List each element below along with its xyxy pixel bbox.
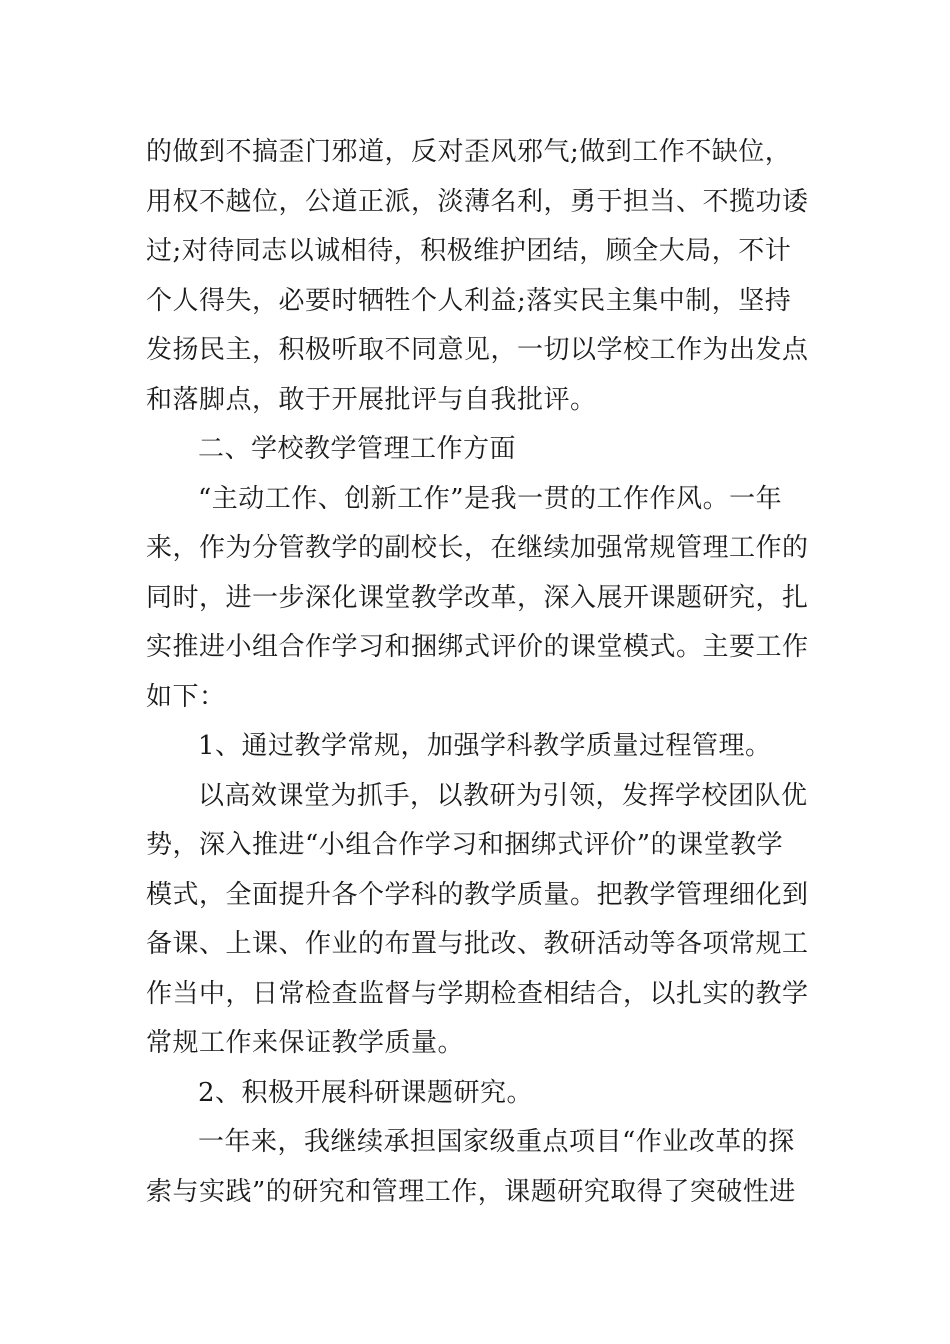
text-line: 索与实践”的研究和管理工作，课题研究取得了突破性进 bbox=[146, 1176, 796, 1207]
text-line: 模式，全面提升各个学科的教学质量。把教学管理细化到 bbox=[146, 879, 809, 910]
text-line: “主动工作、创新工作”是我一贯的工作作风。一年 bbox=[198, 483, 783, 514]
text-line: 以高效课堂为抓手，以教研为引领，发挥学校团队优 bbox=[198, 780, 808, 811]
document-page bbox=[146, 128, 809, 1217]
subsection-heading: 1、通过教学常规，加强学科教学质量过程管理。 bbox=[198, 731, 772, 761]
text-line: 过;对待同志以诚相待，积极维护团结，顾全大局，不计 bbox=[146, 236, 792, 266]
text-line: 势，深入推进“小组合作学习和捆绑式评价”的课堂教学 bbox=[146, 830, 784, 860]
text-line: 同时，进一步深化课堂教学改革，深入展开课题研究，扎 bbox=[146, 582, 809, 613]
section-heading: 二、学校教学管理工作方面 bbox=[198, 434, 517, 464]
text-line: 常规工作来保证教学质量。 bbox=[146, 1028, 465, 1058]
text-line: 一年来，我继续承担国家级重点项目“作业改革的探 bbox=[198, 1127, 795, 1157]
text-line: 的做到不搞歪门邪道，反对歪风邪气;做到工作不缺位， bbox=[146, 137, 792, 167]
text-line: 和落脚点，敢于开展批评与自我批评。 bbox=[146, 384, 597, 415]
text-line: 来，作为分管教学的副校长，在继续加强常规管理工作的 bbox=[146, 533, 809, 563]
text-line: 用权不越位，公道正派，淡薄名利，勇于担当、不揽功诿 bbox=[146, 186, 809, 217]
text-line: 发扬民主，积极听取不同意见，一切以学校工作为出发点 bbox=[146, 335, 809, 365]
text-line: 实推进小组合作学习和捆绑式评价的课堂模式。主要工作 bbox=[146, 632, 809, 662]
subsection-heading: 2、积极开展科研课题研究。 bbox=[198, 1077, 534, 1108]
text-line: 个人得失，必要时牺牲个人利益;落实民主集中制，坚持 bbox=[146, 285, 792, 316]
text-line: 作当中，日常检查监督与学期检查相结合，以扎实的教学 bbox=[146, 978, 809, 1009]
text-line: 备课、上课、作业的布置与批改、教研活动等各项常规工 bbox=[146, 929, 809, 959]
text-line: 如下： bbox=[146, 681, 226, 712]
